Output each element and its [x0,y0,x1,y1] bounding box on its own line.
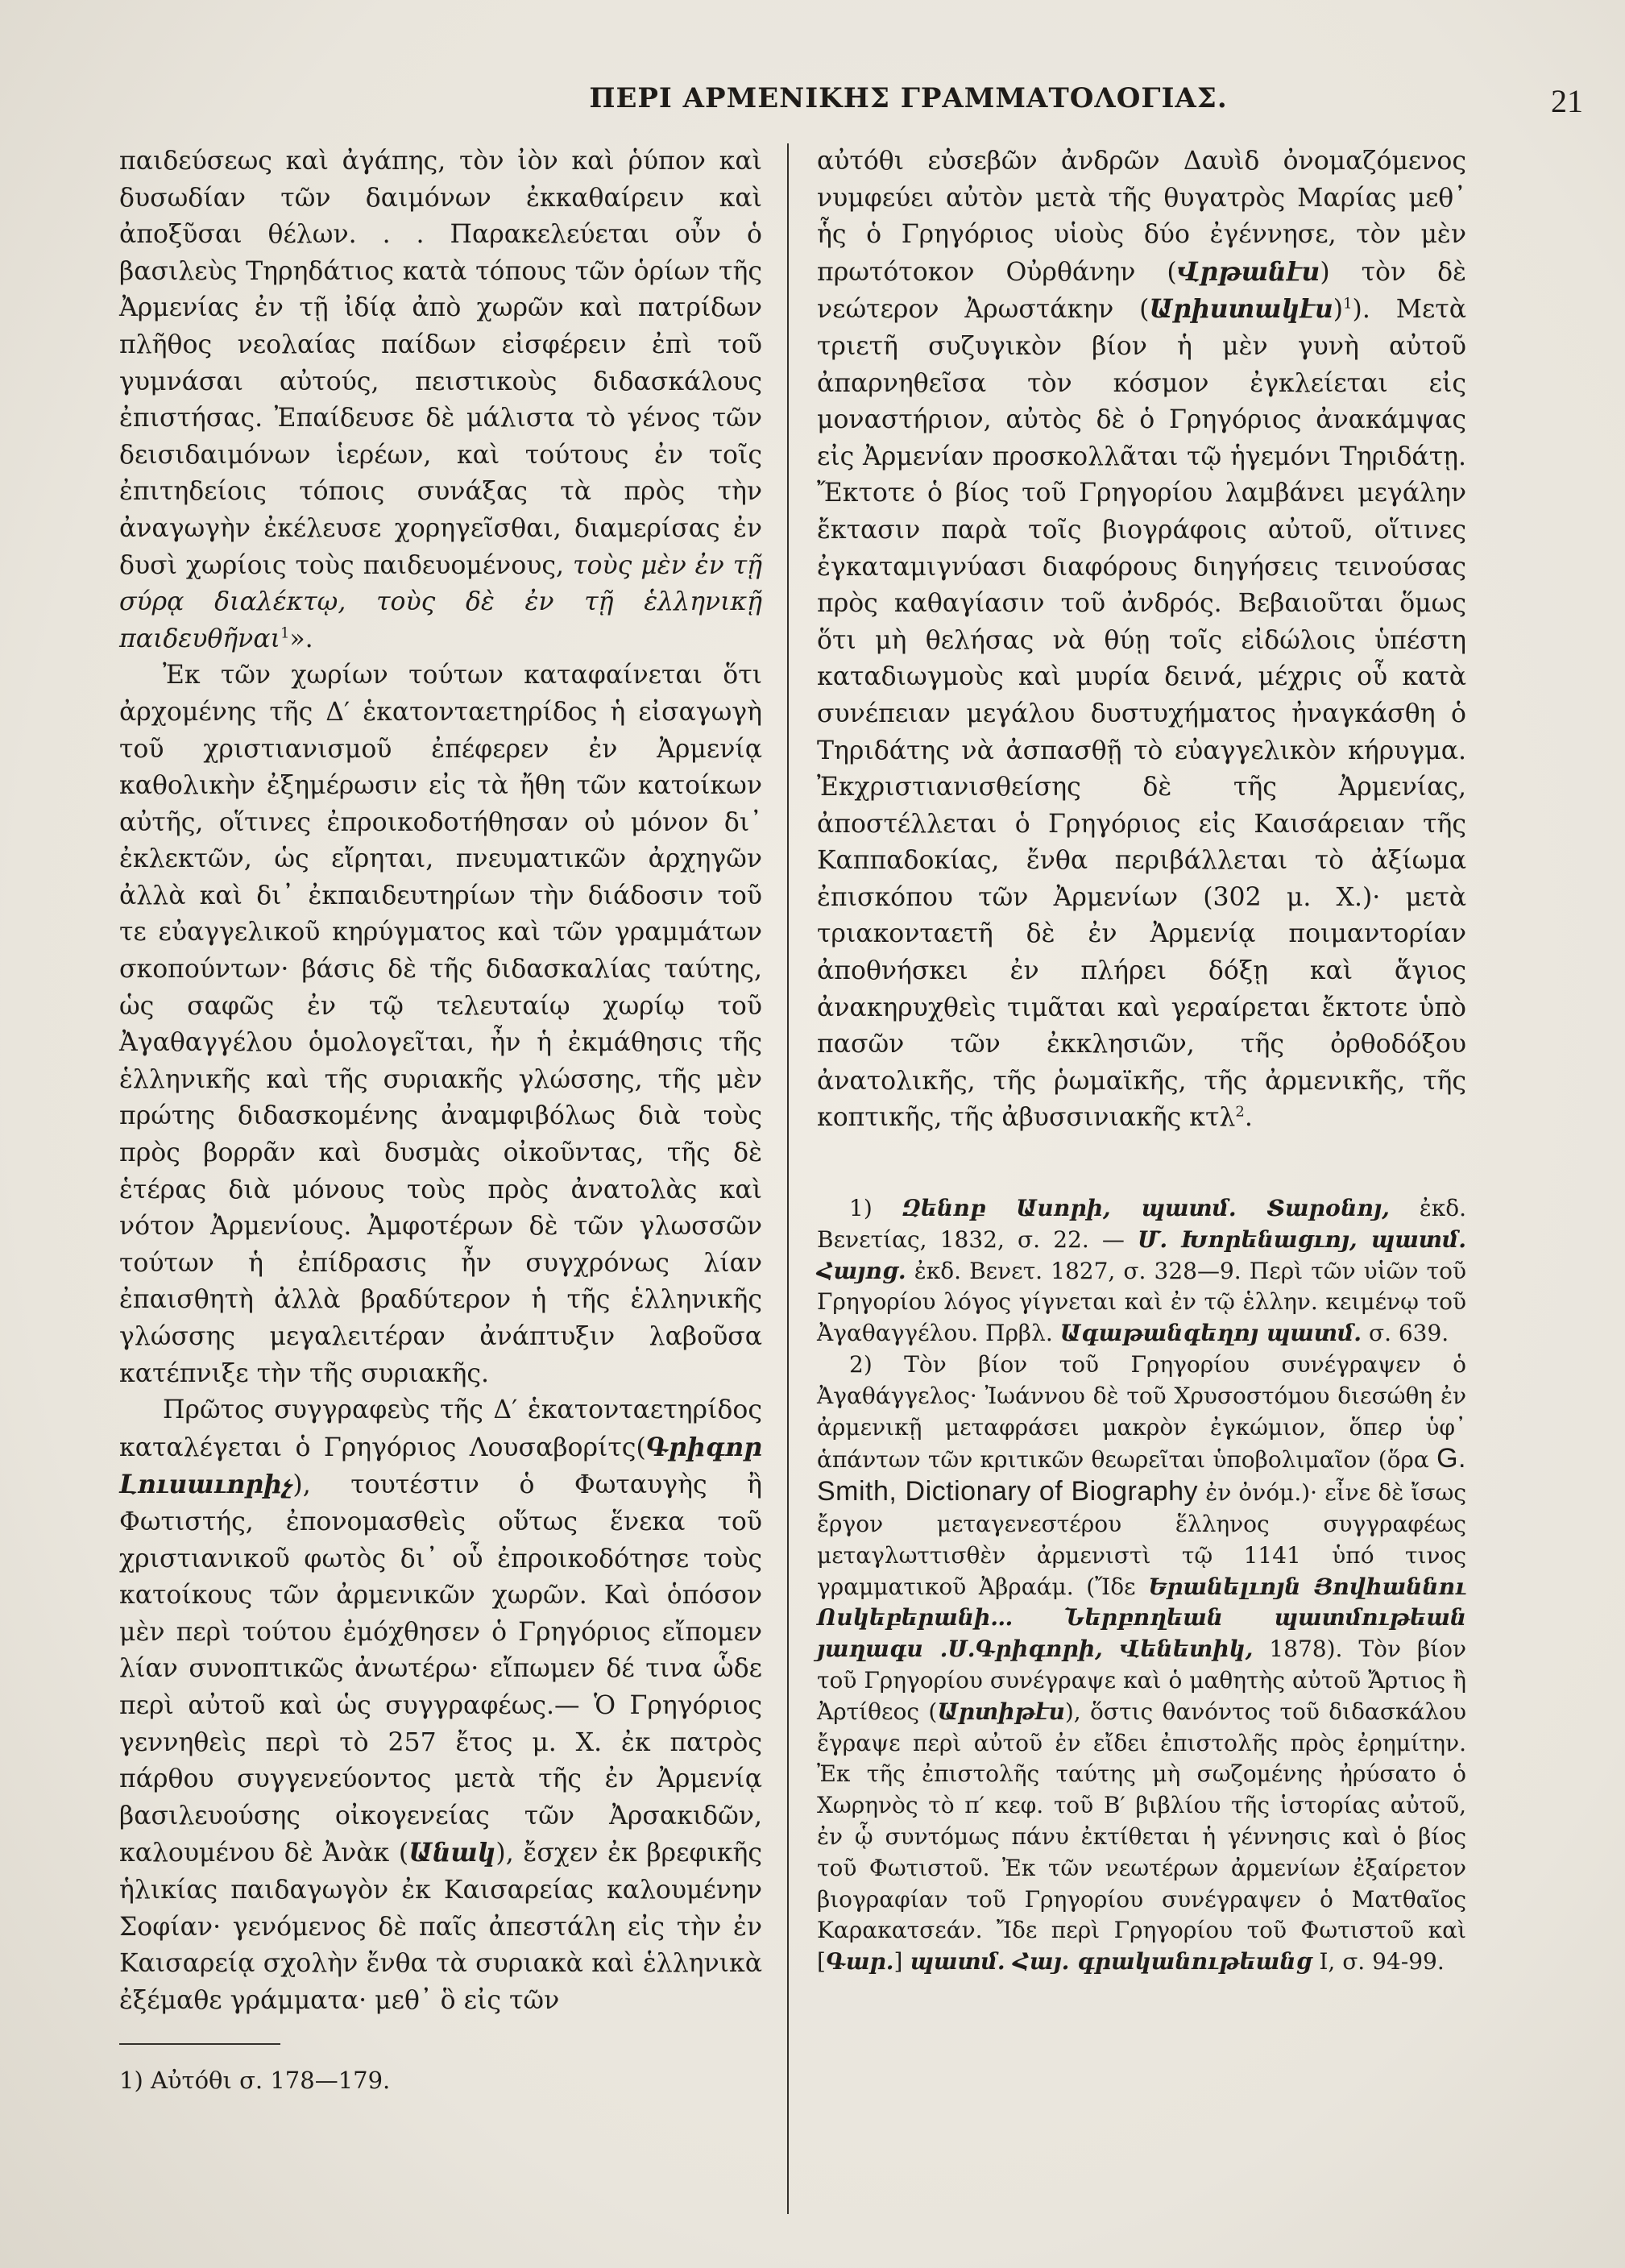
left-column [119,143,762,2096]
text-run: , ἔσχεν ἐκ βρεφικῆς ἡλικίας παιδαγωγὸν ἐκ Καισαρείας καλουμένην Σοφίαν· γενόμενος δὲ παῖς ἀπεστάλη εἰς τὴν ἐν Καισαρείᾳ σχολὴν ἔνθα τὰ συριακὰ καὶ ἑλληνικὰ ἐξέμαθε γράμματα· μεθ᾽ ὃ εἰς τῶν [119,1839,763,2015]
text-run: Πρῶτος συγγραφεὺς τῆς Δ′ ἑκατονταετηρίδος καταλέγεται ὁ Γρηγόριος Λουσαβορίτς [119,1395,762,1462]
armenian-name: Արիստակէս [1149,294,1333,325]
armenian-citation: Զենոբ Ասորի, պատմ. Տարօնոյ, [902,1195,1390,1222]
page-number: 21 [1551,83,1583,119]
quoted-italic: τοὺς μὲν ἐν τῇ σύρᾳ διαλέκτῳ, τοὺς δὲ ἐν τῇ ἑλληνικῇ παιδευθῆναι [119,550,762,653]
text-run: σ. 639. [1368,1320,1449,1347]
footnote-marker: 2 [1235,1103,1245,1121]
text-run: Ἐκ τῶν χωρίων τούτων καταφαίνεται ὅτι ἀρχομένης τῆς Δ′ ἑκατονταετηρίδος ἡ εἰσαγωγὴ τοῦ χριστιανισμοῦ ἐπέφερεν ἐν Ἀρμενίᾳ καθολικὴν ἐξημέρωσιν εἰς τὰ ἤθη τῶν κατοίκων αὐτῆς, οἵτινες ἐπροικοδοτήθησαν οὐ μόνον δι᾽ ἐκλεκτῶν, ὡς εἴρηται, πνευματικῶν ἀρχηγῶν ἀλλὰ καὶ δι᾽ ἐκπαιδευτηρίων τὴν διάδοσιν τοῦ τε εὐαγγελικοῦ κηρύγματος καὶ τῶν γραμμάτων σκοπούντων· βάσις δὲ τῆς διδασκαλίας ταύτης, ὡς σαφῶς ἐν τῷ τελευταίῳ χωρίῳ τοῦ Ἀγαθαγγέλου ὁμολογεῖται, ἦν ἡ ἐκμάθησις τῆς ἑλληνικῆς καὶ τῆς συριακῆς γλώσσης, τῆς μὲν πρώτης διδασκομένης ἀναμφιβόλως διὰ τοὺς πρὸς βορρᾶν καὶ δυσμὰς οἰκοῦντας, τῆς δὲ ἑτέρας διὰ μόνους τοὺς πρὸς ἀνατολὰς καὶ νότον Ἀρμενίους. Ἀμφοτέρων δὲ τῶν γλωσσῶν τούτων ἡ ἐπίδρασις ἦν συγχρόνως λίαν ἐπαισθητὴ ἀλλὰ βραδύτερον ἡ τῆς ἑλληνικῆς γλώσσης μεγαλειτέραν ἀνάπτυξιν λαβοῦσα κατέπνιξε τὴν τῆς συριακῆς. [119,661,762,1388]
text-run: ). Μετὰ τριετῆ συζυγικὸν βίον ἡ μὲν γυνὴ αὐτοῦ ἀπαρνηθεῖσα τὸν κόσμον ἐγκλείεται εἰς μοναστήριον, αὐτὸς δὲ ὁ Γρηγόριος ἀνακάμψας εἰς Ἀρμενίαν προσκολλᾶται τῷ ἡγεμόνι Τηριδάτῃ. Ἔκτοτε ὁ βίος τοῦ Γρηγορίου λαμβάνει μεγάλην ἔκτασιν παρὰ τοῖς βιογράφοις αὐτοῦ, οἵτινες ἐγκαταμιγνύασι διαφόρους διηγήσεις τεινούσας πρὸς καθαγίασιν τοῦ ἀνδρός. Βεβαιοῦται ὅμως ὅτι μὴ θελήσας νὰ θύῃ τοῖς εἰδώλοις ὑπέστη καταδιωγμοὺς καὶ μυρία δεινά, μέχρις οὗ κατὰ συνέπειαν μεγάλου δυστυχήματος ἠναγκάσθη ὁ Τηριδάτης νὰ ἀσπασθῇ τὸ εὐαγγελικὸν κήρυγμα. Ἐκχριστιανισθείσης δὲ τῆς Ἀρμενίας, ἀποστέλλεται ὁ Γρηγόριος εἰς Καισάρειαν τῆς Καππαδοκίας, ἔνθα περιβάλλεται τὸ ἀξίωμα ἐπισκόπου τῶν Ἀρμενίων (302 μ. Χ.)· μετὰ τριακονταετῆ δὲ ἐν Ἀρμενίᾳ ποιμαντορίαν ἀποθνήσκει ἐν πλήρει δόξῃ καὶ ἅγιος ἀνακηρυχθεὶς τιμᾶται καὶ γεραίρεται ἔκτοτε ὑπὸ πασῶν τῶν ἐκκλησιῶν, τῆς ὀρθοδόξου ἀνατολικῆς, τῆς ῥωμαϊκῆς, τῆς ἀρμενικῆς, τῆς κοπτικῆς, τῆς ἀβυσσινιακῆς κτλ [817,295,1466,1133]
text-run: 1878). Τὸν βίον τοῦ Γρηγορίου συνέγραψε καὶ ὁ μαθητὴς αὐτοῦ Ἄρτιος ἢ Ἀρτίθεος ( [817,1636,1467,1725]
text-run: 2) Τὸν βίον τοῦ Γρηγορίου συνέγραψεν ὁ Ἀγαθάγγελος· Ἰωάννου δὲ τοῦ Χρυσοστόμου διεσώθη ἐν ἀρμενικῇ μεταφράσει μακρὸν ἐγκώμιον, ὅπερ ὑφ᾽ ἁπάντων τῶν κριτικῶν θεωρεῖται ὑποβολιμαῖον (ὅρα [817,1351,1466,1474]
text-run: ] [893,1948,903,1976]
footnote-marker: 1 [280,624,290,642]
text-run: , τουτέστιν ὁ Φωταυγὴς ἢ Φωτιστής, ἐπονομασθεὶς οὕτως ἕνεκα τοῦ χριστιανικοῦ φωτὸς δι᾽ οὗ ἐπροικοδότησε τοὺς κατοίκους τῶν ἀρμενικῶν χωρῶν. Καὶ ὁπόσον μὲν περὶ τούτου ἐμόχθησεν ὁ Γρηγόριος εἴπομεν λίαν συνοπτικῶς ἀνωτέρω· εἴπωμεν δέ τινα ὧδε περὶ αὐτοῦ καὶ ὡς συγγραφέως.— Ὁ Γρηγόριος γεννηθεὶς περὶ τὸ 257 ἔτος μ. Χ. ἐκ πατρὸς πάρθου συγγενεύοντος μετὰ τῆς ἐν Ἀρμενίᾳ βασιλευούσης οἰκογενείας τῶν Ἀρσακιδῶν, καλουμένου δὲ Ἀνὰκ [119,1470,762,1868]
text-run: I, σ. 94-99. [1319,1948,1445,1976]
armenian-citation: Ագաթանգեղոյ պատմ. [1059,1320,1362,1347]
paragraph: παιδεύσεως καὶ ἀγάπης, τὸν ἰὸν καὶ ῥύπον καὶ δυσωδίαν τῶν δαιμόνων ἐκκαθαίρειν καὶ ἀποξῦσαι θέλων. . . Παρακελεύεται οὖν ὁ βασιλεὺς Τηρηδάτιος κατὰ τόπους τῶν ὁρίων τῆς Ἀρμενίας ἐν τῇ ἰδίᾳ ἀπὸ χωρῶν καὶ πατρίδων πλῆθος νεολαίας παίδων εἰσφέρειν ἐπὶ τοῦ γυμνάσαι αὐτούς, πειστικοὺς διδασκάλους ἐπιστήσας. Ἐπαίδευσε δὲ μάλιστα τὸ γένος τῶν δεισιδαιμόνων ἱερέων, καὶ τούτους ἐν τοῖς ἐπιτηδείοις τόποις συνάξας τὰ πρὸς τὴν ἀναγωγὴν ἐκέλευσε χορηγεῖσθαι, διαμερίσας ἐν δυσὶ χωρίοις τοὺς παιδευομένους, τοὺς μὲν ἐν τῇ σύρᾳ διαλέκτῳ, τοὺς δὲ ἐν τῇ ἑλληνικῇ παιδευθῆναι$^1$». [119,147,762,653]
footnote: 1) Αὐτόθι σ. 178—179. [119,2067,391,2095]
text-run: αὐτόθι εὐσεβῶν ἀνδρῶν Δαυὶδ ὀνομαζόμενος νυμφεύει αὐτὸν μετὰ τῆς θυγατρὸς Μαρίας μεθ᾽ ἧς ὁ Γρηγόριος υἱοὺς δύο ἐγέννησε, τὸν μὲν πρωτότοκον Οὐρθάνην ( [817,147,1466,287]
text-run: ἐκδ. Βενετ. 1827, σ. 328—9. Περὶ τῶν υἱῶν τοῦ Γρηγορίου λόγος γίγνεται καὶ ἐν τῷ ἑλλην. κειμένῳ τοῦ Ἀγαθαγγέλου. Πρβλ. [817,1257,1467,1347]
footnotes [817,1193,1466,1978]
footnote [817,1350,1466,1978]
running-title: ΠΕΡΙ ΑΡΜΕΝΙΚΗΣ ΓΡΑΜΜΑΤΟΛΟΓΙΑΣ. [589,82,1228,114]
paragraph: αὐτόθι εὐσεβῶν ἀνδρῶν Δαυὶδ ὀνομαζόμενος νυμφεύει αὐτὸν μετὰ τῆς θυγατρὸς Μαρίας μεθ᾽ ἧς ὁ Γρηγόριος υἱοὺς δύο ἐγέννησε, τὸν μὲν πρωτότοκον Οὐρθάνην (Վրթանէս) τὸν δὲ νεώτερον Ἀρωστάκην (Արիստակէս)$^1$). Μετὰ τριετῆ συζυγικὸν βίον ἡ μὲν γυνὴ αὐτοῦ ἀπαρνηθεῖσα τὸν κόσμον ἐγκλείεται εἰς μοναστήριον, αὐτὸς δὲ ὁ Γρηγόριος ἀνακάμψας εἰς Ἀρμενίαν προσκολλᾶται τῷ ἡγεμόνι Τηριδάτῃ. Ἔκτοτε ὁ βίος τοῦ Γρηγορίου λαμβάνει μεγάλην ἔκτασιν παρὰ τοῖς βιογράφοις αὐτοῦ, οἵτινες ἐγκαταμιγνύασι διαφόρους διηγήσεις τεινούσας πρὸς καθαγίασιν τοῦ ἀνδρός. Βεβαιοῦται ὅμως ὅτι μὴ θελήσας νὰ θύῃ τοῖς εἰδώλοις ὑπέστη καταδιωγμοὺς καὶ μυρία δεινά, μέχρις οὗ κατὰ συνέπειαν μεγάλου δυστυχήματος ἠναγκάσθη ὁ Τηριδάτης νὰ ἀσπασθῇ τὸ εὐαγγελικὸν κήρυγμα. Ἐκχριστιανισθείσης δὲ τῆς Ἀρμενίας, ἀποστέλλεται ὁ Γρηγόριος εἰς Καισάρειαν τῆς Καππαδοκίας, ἔνθα περιβάλλεται τὸ ἀξίωμα ἐπισκόπου τῶν Ἀρμενίων (302 μ. Χ.)· μετὰ τριακονταετῆ δὲ ἐν Ἀρμενίᾳ ποιμαντορίαν ἀποθνήσκει ἐν πλήρει δόξῃ καὶ ἅγιος ἀνακηρυχθεὶς τιμᾶται καὶ γεραίρεται ἔκτοτε ὑπὸ πασῶν τῶν ἐκκλησιῶν, τῆς ὀρθοδόξου ἀνατολικῆς, τῆς ῥωμαϊκῆς, τῆς ἀρμενικῆς, τῆς κοπτικῆς, τῆς ἀβυσσινιακῆς κτλ$^2$. [817,147,1466,1133]
paragraph [119,657,762,1392]
armenian-citation: Գար. [825,1948,894,1976]
footnote-marker: 1 [1343,295,1353,313]
text-run: ἐν ὀνόμ.)· εἶνε δὲ ἴσως ἔργον μεταγενεστέρου ἕλληνος συγγραφέως μεταγλωττισθὲν ἀρμενιστὶ τῷ 1141 ὑπό τινος γραμματικοῦ Ἀβραάμ. (Ἴδε [817,1479,1466,1600]
paragraph: Πρῶτος συγγραφεὺς τῆς Δ′ ἑκατονταετηρίδος καταλέγεται ὁ Γρηγόριος Λουσαβορίτς(Գրիգոր Լուսաւորիչ), τουτέστιν ὁ Φωταυγὴς ἢ Φωτιστής, ἐπονομασθεὶς οὕτως ἕνεκα τοῦ χριστιανικοῦ φωτὸς δι᾽ οὗ ἐπροικοδότησε τοὺς κατοίκους τῶν ἀρμενικῶν χωρῶν. Καὶ ὁπόσον μὲν περὶ τούτου ἐμόχθησεν ὁ Γρηγόριος εἴπομεν λίαν συνοπτικῶς ἀνωτέρω· εἴπωμεν δέ τινα ὧδε περὶ αὐτοῦ καὶ ὡς συγγραφέως.— Ὁ Γρηγόριος γεννηθεὶς περὶ τὸ 257 ἔτος μ. Χ. ἐκ πατρὸς πάρθου συγγενεύοντος μετὰ τῆς ἐν Ἀρμενίᾳ βασιλευούσης οἰκογενείας τῶν Ἀρσακιδῶν, καλουμένου δὲ Ἀνὰκ (Անակ), ἔσχεν ἐκ βρεφικῆς ἡλικίας παιδαγωγὸν ἐκ Καισαρείας καλουμένην Σοφίαν· γενόμενος δὲ παῖς ἀπεστάλη εἰς τὴν ἐν Καισαρείᾳ σχολὴν ἔνθα τὰ συριακὰ καὶ ἑλληνικὰ ἐξέμαθε γράμματα· μεθ᾽ ὃ εἰς τῶν [119,1395,763,2015]
armenian-name: Անակ [408,1838,496,1868]
right-column [817,143,1466,1978]
page-header [113,82,1591,131]
armenian-name: Արտիթէս [937,1698,1065,1725]
column-divider [787,143,789,2214]
armenian-name: Գրիգոր Լուսաւորիչ [119,1432,762,1500]
text-run: ) τὸν δὲ νεώτερον Ἀρωστάκην ( [817,257,1466,325]
footnote-number: 1) [849,1195,873,1222]
armenian-citation: Երանելւոյն Յովհաննու Ոսկեբերանի… Ներբողեան պատմութեան յաղագս .Ս.Գրիգորի, Վենետիկ, [817,1573,1467,1663]
armenian-citation: Մ. Խորենացւոյ, պատմ. Հայոց. [817,1225,1466,1284]
text-run: ἐκδ. Βενετίας, 1832, σ. 22. — [817,1195,1467,1253]
reference-title: G. Smith, Dictionary of Biography [817,1443,1467,1507]
footnote-rule [119,2043,280,2045]
armenian-citation: պատմ. Հայ. գրականութեանց [910,1948,1312,1976]
footnote [817,1193,1466,1350]
text-run: παιδεύσεως καὶ ἀγάπης, τὸν ἰὸν καὶ ῥύπον καὶ δυσωδίαν τῶν δαιμόνων ἐκκαθαίρειν καὶ ἀποξῦσαι θέλων. . . Παρακελεύεται οὖν ὁ βασιλεὺς Τηρηδάτιος κατὰ τόπους τῶν ὁρίων τῆς Ἀρμενίας ἐν τῇ ἰδίᾳ ἀπὸ χωρῶν καὶ πατρίδων πλῆθος νεολαίας παίδων εἰσφέρειν ἐπὶ τοῦ γυμνάσαι αὐτούς, πειστικοὺς διδασκάλους ἐπιστήσας. Ἐπαίδευσε δὲ μάλιστα τὸ γένος τῶν δεισιδαιμόνων ἱερέων, καὶ τούτους ἐν τοῖς ἐπιτηδείοις τόποις συνάξας τὰ πρὸς τὴν ἀναγωγὴν ἐκέλευσε χορηγεῖσθαι, διαμερίσας ἐν δυσὶ χωρίοις τοὺς παιδευομένους, [119,147,762,580]
armenian-name: Վրթանէս [1176,256,1320,287]
text-run: ), ὅστις θανόντος τοῦ διδασκάλου ἔγραψε περὶ αὐτοῦ ἐν εἴδει ἐπιστολῆς πρὸς ἐρημίτην. Ἐκ τῆς ἐπιστολῆς ταύτης μὴ σωζομένης ἠρύσατο ὁ Χωρηνὸς τὸ π′ κεφ. τοῦ Β′ βιβλίου τῆς ἱστορίας αὐτοῦ, ἐν ᾧ συντόμως πάνυ ἐκτίθεται ἡ γέννησις καὶ ὁ βίος τοῦ Φωτιστοῦ. Ἐκ τῶν νεωτέρων ἀρμενίων ἐξαίρετον βιογραφίαν τοῦ Γρηγορίου συνέγραψεν ὁ Ματθαῖος Καρακατσεάν. Ἴδε περὶ Γρηγορίου τοῦ Φωτιστοῦ καὶ [ [817,1698,1466,1976]
